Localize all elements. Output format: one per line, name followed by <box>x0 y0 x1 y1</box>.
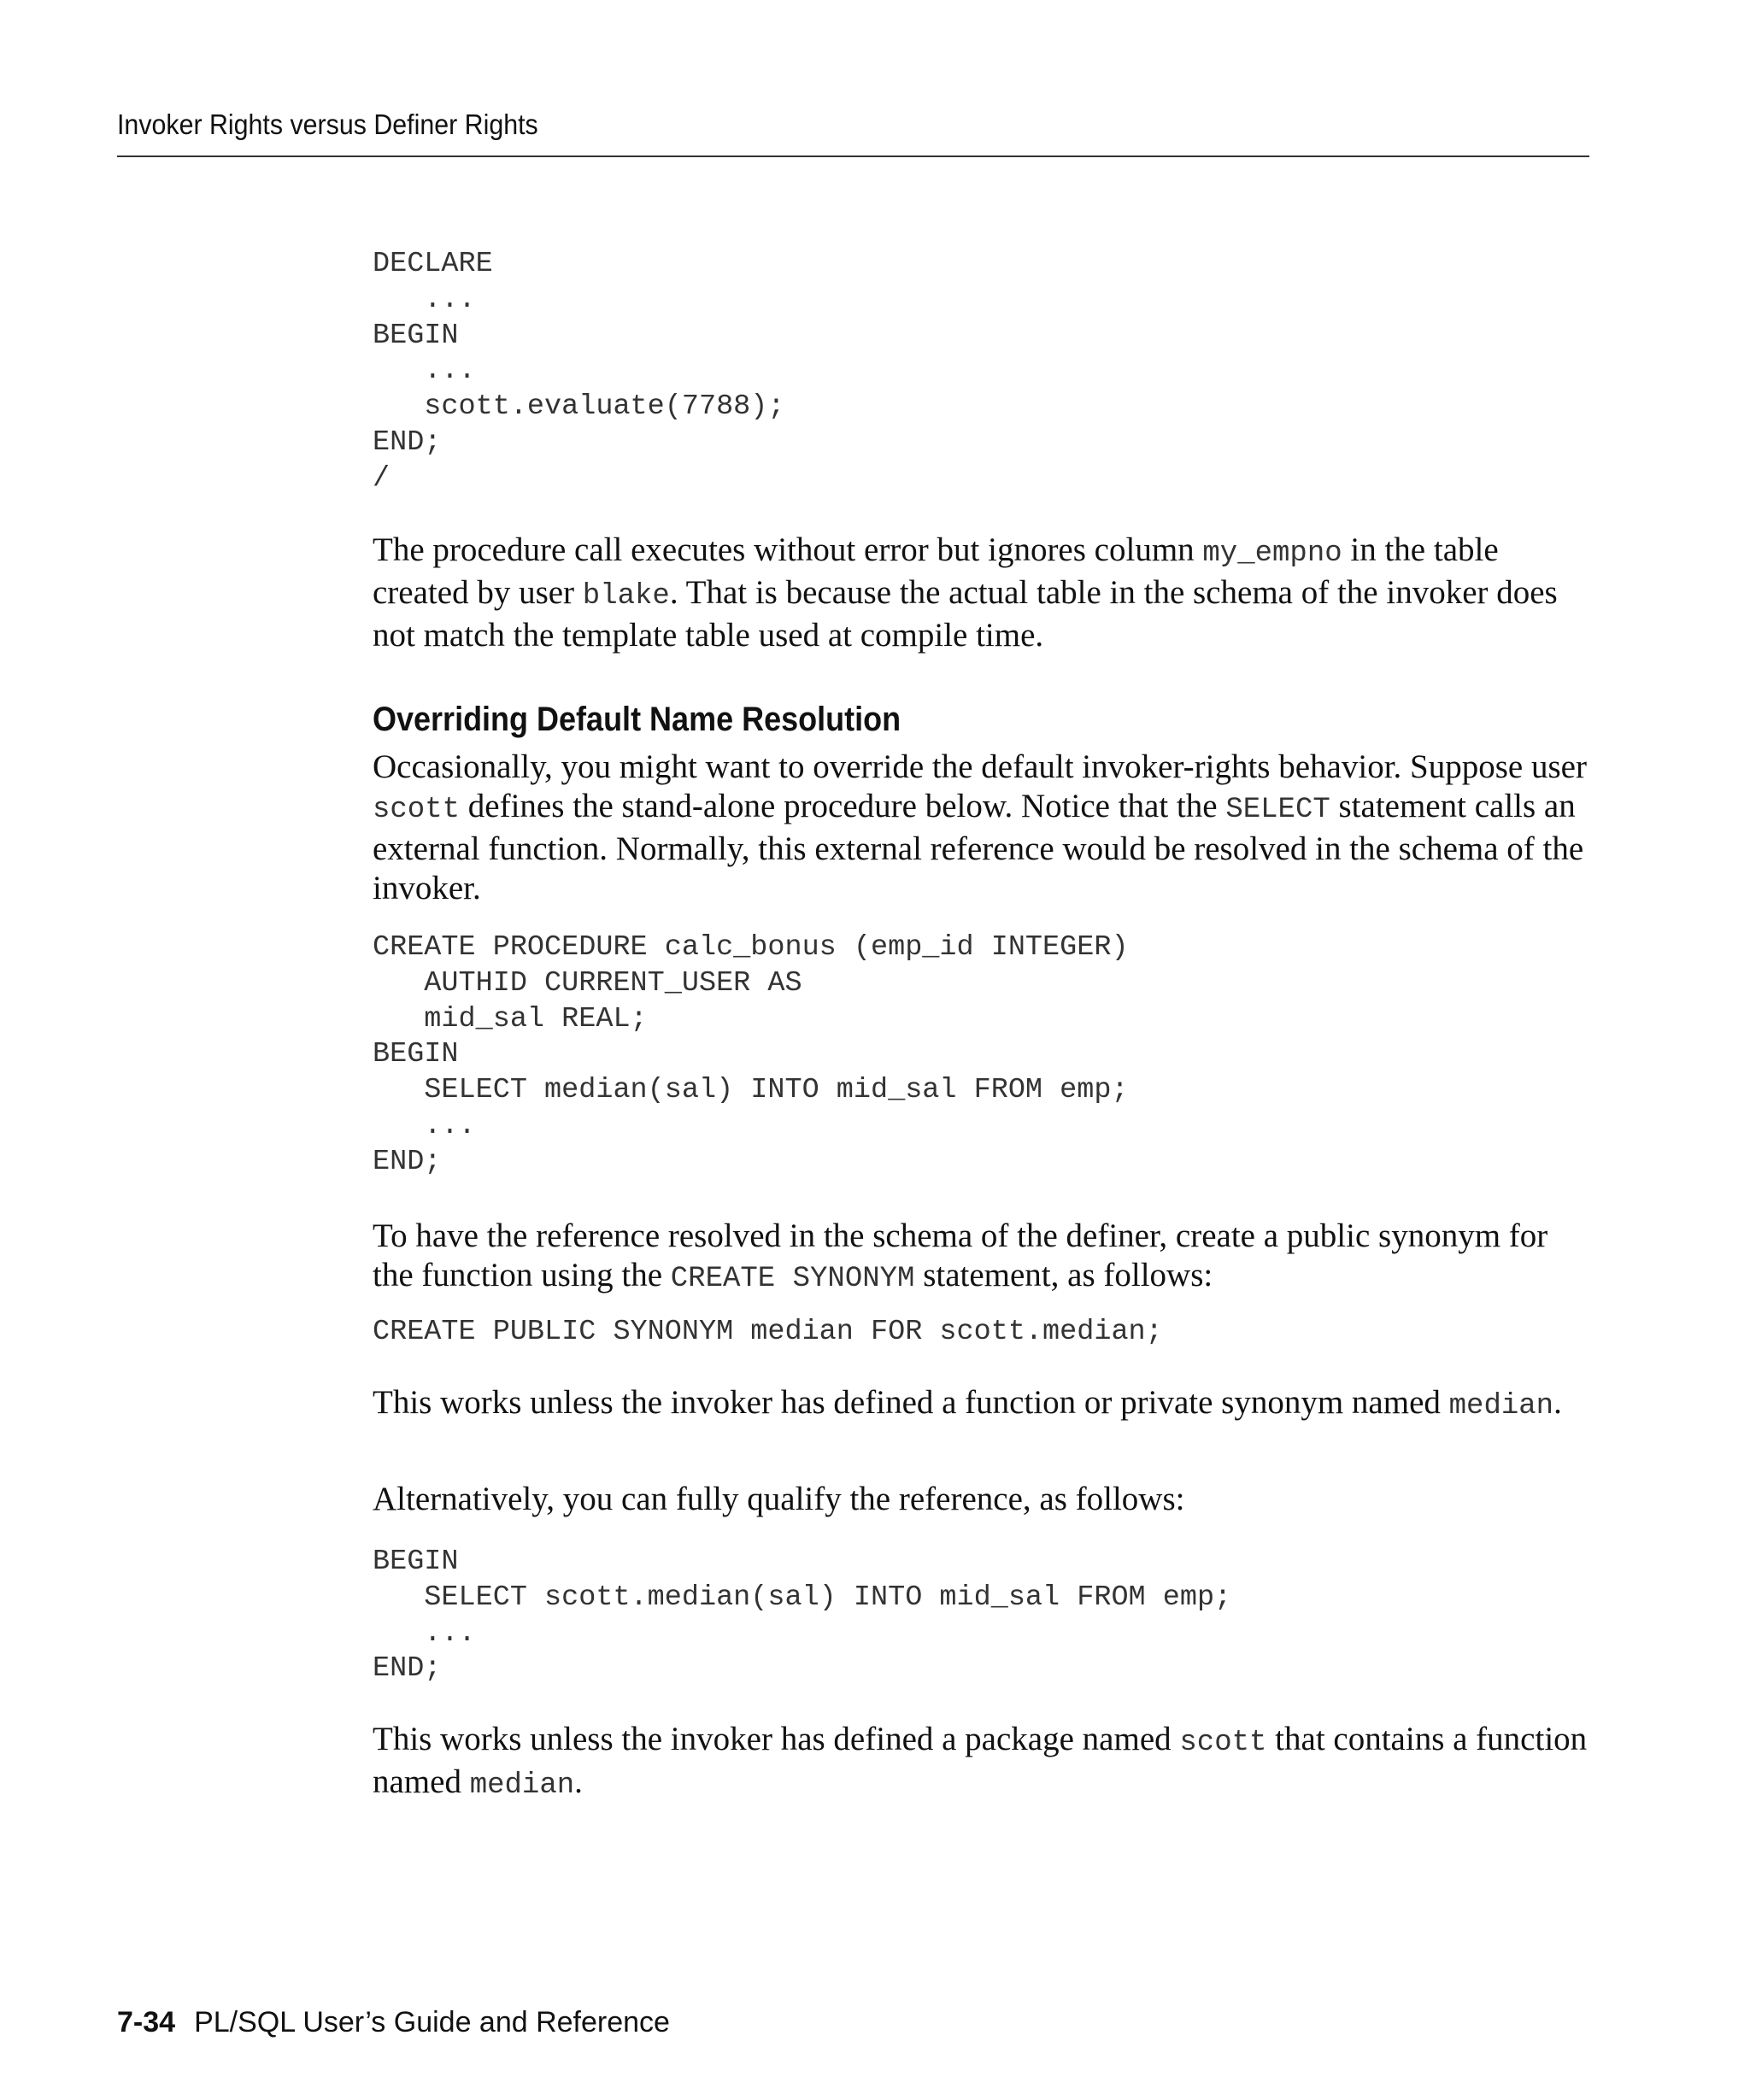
paragraph-override-intro <box>373 748 1594 908</box>
inline-code-median: median <box>469 1769 575 1802</box>
running-header-title: Invoker Rights versus Definer Rights <box>117 109 538 140</box>
paragraph-text: defines the stand-alone procedure below. Notice that the <box>460 788 1226 824</box>
paragraph-works-unless-package <box>373 1720 1594 1805</box>
paragraph-text: statement calls an external function. Normally, this external reference would be resolved in the schema of the invoker. <box>373 788 1584 906</box>
code-block-qualified-reference: BEGIN SELECT scott.median(sal) INTO mid_sal FROM emp; ... END; <box>373 1546 1232 1686</box>
inline-code-my-empno: my_empno <box>1202 537 1342 570</box>
paragraph-text: Occasionally, you might want to override the default invoker-rights behavior. Suppose user <box>373 748 1587 785</box>
paragraph-text: This works unless the invoker has defined a package named <box>373 1721 1180 1757</box>
paragraph-text: Alternatively, you can fully qualify the reference, as follows: <box>373 1481 1185 1517</box>
paragraph-text: statement, as follows: <box>914 1257 1213 1293</box>
paragraph-public-synonym <box>373 1217 1594 1299</box>
paragraph-procedure-call <box>373 531 1594 655</box>
header-divider <box>117 155 1589 157</box>
page-number: 7-34 <box>117 2006 176 2038</box>
inline-code-scott: scott <box>1179 1727 1267 1759</box>
paragraph-text: The procedure call executes without error but ignores column <box>373 531 1203 568</box>
code-block-create-procedure: CREATE PROCEDURE calc_bonus (emp_id INTEGER) AUTHID CURRENT_USER AS mid_sal REAL; BEGIN SELECT median(sal) INTO mid_sal FROM emp; ... END; <box>373 931 1129 1178</box>
paragraph-text: that contains a function named <box>373 1721 1588 1800</box>
inline-code-median: median <box>1448 1390 1554 1422</box>
inline-code-blake: blake <box>582 580 670 613</box>
paragraph-works-unless-function <box>373 1383 1594 1426</box>
inline-code-create-synonym: CREATE SYNONYM <box>670 1263 915 1295</box>
paragraph-alternatively <box>373 1480 1594 1519</box>
paragraph-text: . <box>574 1763 583 1800</box>
inline-code-select: SELECT <box>1225 794 1330 826</box>
paragraph-text: To have the reference resolved in the schema of the definer, create a public synonym for the function using the <box>373 1217 1548 1293</box>
page-footer <box>117 2005 670 2039</box>
paragraph-text: . That is because the actual table in the schema of the invoker does not match the template table used at compile time. <box>373 574 1558 654</box>
inline-code-scott: scott <box>373 794 461 826</box>
code-block-declare: DECLARE ... BEGIN ... scott.evaluate(7788); END; / <box>373 248 785 495</box>
paragraph-text: This works unless the invoker has defined a function or private synonym named <box>373 1384 1449 1421</box>
book-title: PL/SQL User’s Guide and Reference <box>194 2006 670 2038</box>
paragraph-text: . <box>1553 1384 1562 1421</box>
section-heading: Overriding Default Name Resolution <box>373 701 901 738</box>
code-block-create-synonym: CREATE PUBLIC SYNONYM median FOR scott.median; <box>373 1316 1163 1348</box>
paragraph-text: in the table created by user <box>373 531 1499 611</box>
